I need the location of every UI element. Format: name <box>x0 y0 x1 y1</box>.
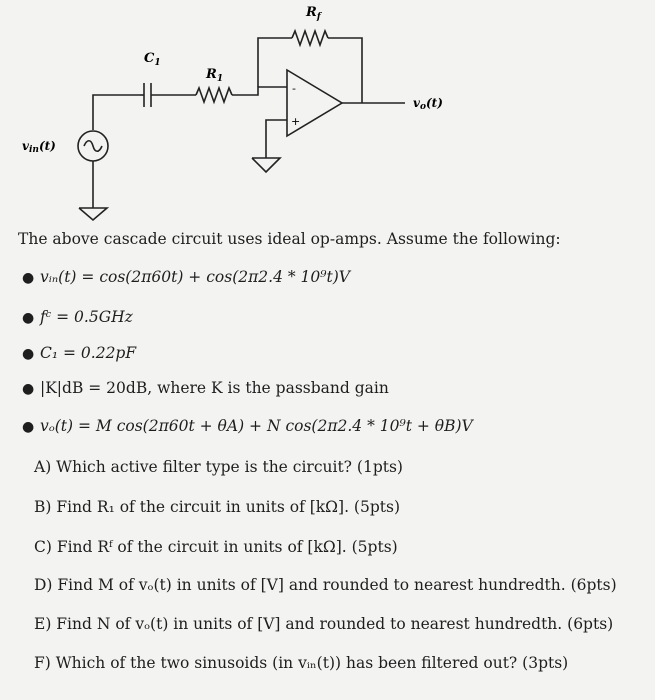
wire-source-top <box>93 95 140 130</box>
question-c: C) Find Rᶠ of the circuit in units of [kΩ]. (5pts) <box>34 538 398 556</box>
assumption-vin: ● vᵢₙ(t) = cos(2π60t) + cos(2π2.4 * 10⁹t)V <box>22 268 350 286</box>
label-vin: vin(t) <box>22 139 56 155</box>
wire-feedback-right <box>328 38 362 103</box>
label-opamp-minus: - <box>292 82 296 95</box>
label-vout: vo(t) <box>413 96 443 112</box>
label-r1: $R_1$ <box>206 67 224 84</box>
question-a: A) Which active filter type is the circuit? (1pts) <box>34 458 403 476</box>
assumption-c1: ● C₁ = 0.22pF <box>22 344 137 362</box>
problem-intro: The above cascade circuit uses ideal op-amps. Assume the following: <box>18 230 561 248</box>
circuit-diagram <box>0 0 655 228</box>
label-c1: $C_1$ <box>144 51 161 68</box>
assumption-gain: ● |K|dB = 20dB, where K is the passband gain <box>22 379 389 397</box>
question-f: F) Which of the two sinusoids (in vᵢₙ(t)) has been filtered out? (3pts) <box>34 654 569 672</box>
assumption-fc: ● fᶜ = 0.5GHz <box>22 308 133 326</box>
ac-source-wave <box>84 141 102 152</box>
wire-noninverting-ground <box>266 120 287 158</box>
label-opamp-plus: + <box>291 115 301 128</box>
question-b: B) Find R₁ of the circuit in units of [kΩ]. (5pts) <box>34 498 400 516</box>
resistor-rf <box>292 31 328 45</box>
resistor-r1 <box>196 88 232 102</box>
assumption-vout: ● vₒ(t) = M cos(2π60t + θA) + N cos(2π2.4 * 10⁹t + θB)V <box>22 417 473 435</box>
question-e: E) Find N of vₒ(t) in units of [V] and rounded to nearest hundredth. (6pts) <box>34 615 614 633</box>
ground-symbol-opamp <box>252 158 280 172</box>
label-rf: $R_f$ <box>306 5 321 22</box>
question-d: D) Find M of vₒ(t) in units of [V] and rounded to nearest hundredth. (6pts) <box>34 576 617 594</box>
ground-symbol-source <box>79 208 107 220</box>
wire-r1-inverting <box>232 87 287 95</box>
